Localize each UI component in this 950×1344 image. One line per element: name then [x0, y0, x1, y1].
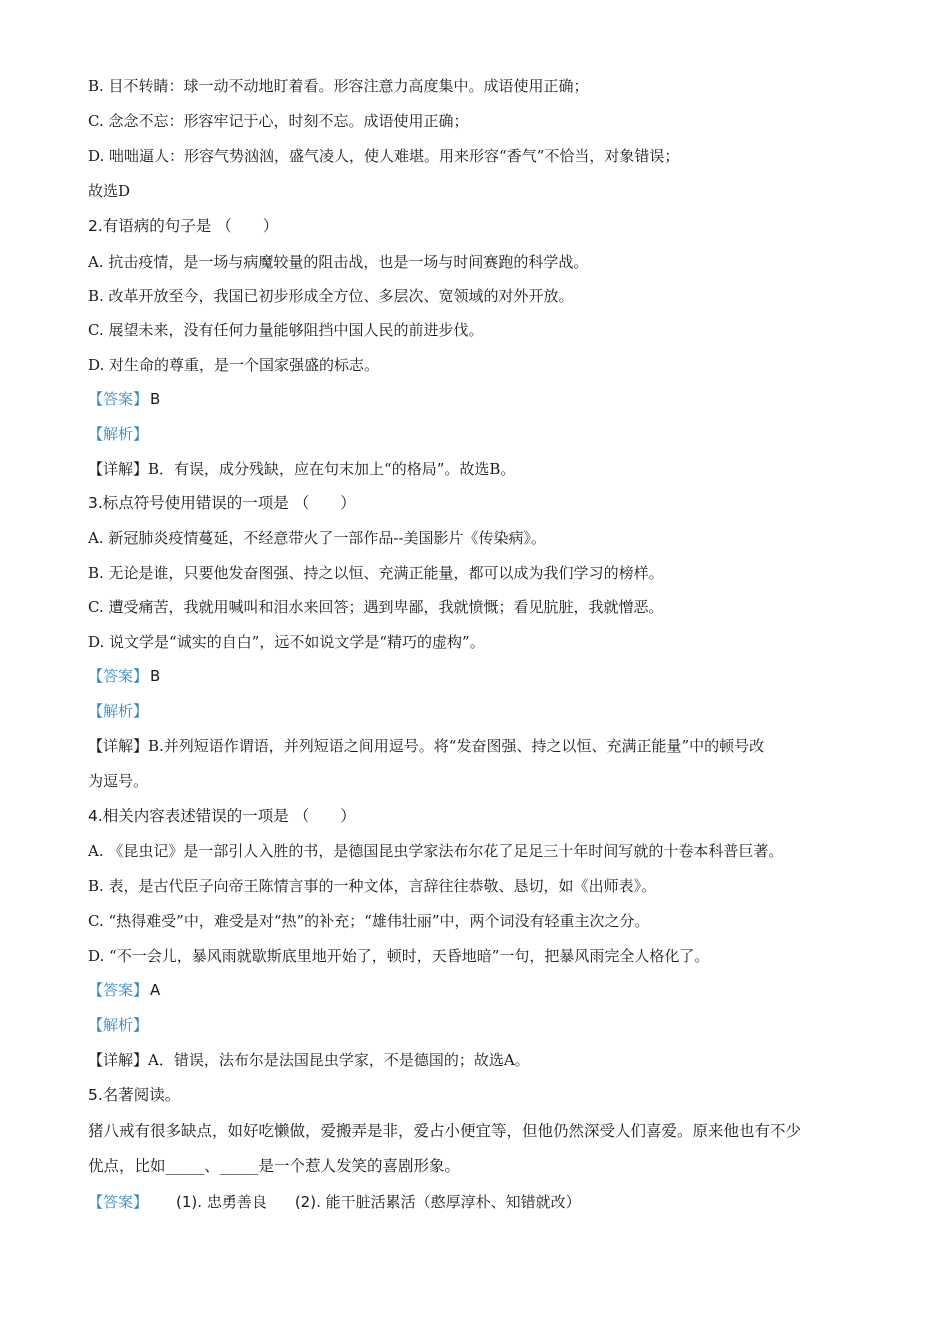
- answer-1-text: 忠勇善良: [206, 1193, 267, 1211]
- q3-detail-continued: 为逗号。: [88, 772, 149, 790]
- answer-2-number: (2).: [294, 1193, 321, 1211]
- q2-answer: [88, 389, 870, 409]
- prev-option-d: D. 咄咄逼人：形容气势汹汹，盛气凌人，使人难堪。用来形容“香气”不恰当，对象错误；: [88, 147, 680, 165]
- q4-option-b: B. 表，是古代臣子向帝王陈情言事的一种文体，言辞往往恭敬、恳切，如《出师表》。: [88, 877, 657, 895]
- answer-tag: 【答案】: [88, 1193, 149, 1211]
- q3-answer: [88, 666, 870, 686]
- question-3-stem: [88, 493, 870, 513]
- question-number: 2.: [88, 217, 103, 235]
- question-text: 标点符号使用错误的一项是 （ ）: [102, 494, 356, 512]
- answer-value: B: [150, 390, 161, 408]
- detail-tag: 【详解】: [88, 737, 149, 755]
- q3-option-c: C. 遭受痛苦，我就用喊叫和泪水来回答；遇到卑鄙，我就愤慨；看见肮脏，我就憎恶。: [88, 598, 664, 616]
- q4-answer: [88, 980, 870, 1000]
- q2-analysis: [88, 424, 870, 444]
- answer-value: B: [150, 667, 161, 685]
- detail-tag: 【详解】: [88, 460, 149, 478]
- question-number: 5.: [88, 1086, 103, 1104]
- detail-tag: 【详解】: [88, 1051, 149, 1069]
- analysis-tag: 【解析】: [88, 702, 149, 720]
- answer-2-text: 能干脏活累活（憨厚淳朴、知错就改）: [325, 1193, 581, 1211]
- answer-tag: 【答案】: [88, 390, 149, 408]
- analysis-tag: 【解析】: [88, 425, 149, 443]
- prev-conclusion: 故选D: [88, 182, 131, 200]
- q4-option-a: A. 《昆虫记》是一部引人入胜的书，是德国昆虫学家法布尔花了足足三十年时间写就的十卷本科普巨著。: [88, 842, 784, 860]
- q2-option-a: A. 抗击疫情，是一场与病魔较量的阻击战，也是一场与时间赛跑的科学战。: [88, 253, 589, 271]
- detail-text: A．错误，法布尔是法国昆虫学家，不是德国的；故选A。: [148, 1051, 530, 1069]
- question-number: 3.: [88, 494, 103, 512]
- q3-detail: [88, 736, 870, 756]
- q4-detail: [88, 1050, 870, 1070]
- q2-option-b: B. 改革开放至今，我国已初步形成全方位、多层次、宽领域的对外开放。: [88, 287, 574, 305]
- question-text: 相关内容表述错误的一项是 （ ）: [102, 807, 356, 825]
- answer-1-number: (1).: [176, 1193, 203, 1211]
- answer-tag: 【答案】: [88, 667, 149, 685]
- q4-option-c: C. “热得难受”中，难受是对“热”的补充；“雄伟壮丽”中，两个词没有轻重主次之分。: [88, 912, 650, 930]
- q2-option-d: D. 对生命的尊重，是一个国家强盛的标志。: [88, 356, 380, 374]
- answer-tag: 【答案】: [88, 981, 149, 999]
- answer-value: A: [150, 981, 161, 999]
- question-text: 名著阅读。: [102, 1086, 181, 1104]
- prev-option-c: C. 念念不忘：形容牢记于心，时刻不忘。成语使用正确；: [88, 112, 469, 130]
- q5-answer: [88, 1192, 870, 1212]
- question-4-stem: [88, 806, 870, 826]
- q5-passage-line-2: 优点，比如_____、_____是一个惹人发笑的喜剧形象。: [88, 1157, 461, 1175]
- q3-analysis: [88, 701, 870, 721]
- prev-option-b: B. 目不转睛：球一动不动地盯着看。形容注意力高度集中。成语使用正确；: [88, 77, 589, 95]
- q3-option-a: A. 新冠肺炎疫情蔓延，不经意带火了一部作品--美国影片《传染病》。: [88, 529, 547, 547]
- question-number: 4.: [88, 807, 103, 825]
- q2-detail: [88, 459, 870, 479]
- q2-option-c: C. 展望未来，没有任何力量能够阻挡中国人民的前进步伐。: [88, 321, 484, 339]
- q4-analysis: [88, 1015, 870, 1035]
- question-5-stem: [88, 1085, 870, 1105]
- question-text: 有语病的句子是 （ ）: [102, 217, 279, 235]
- q4-option-d: D. “不一会儿，暴风雨就歇斯底里地开始了，顿时，天昏地暗”一句，把暴风雨完全人格化了。: [88, 947, 710, 965]
- detail-text: B．有误，成分残缺，应在句末加上“的格局”。故选B。: [148, 460, 516, 478]
- q3-option-b: B. 无论是谁，只要他发奋图强、持之以恒、充满正能量，都可以成为我们学习的榜样。: [88, 564, 664, 582]
- q5-passage-line-1: 猪八戒有很多缺点，如好吃懒做，爱搬弄是非，爱占小便宜等，但他仍然深受人们喜爱。原来他也有不少: [88, 1122, 802, 1140]
- q3-option-d: D. 说文学是“诚实的自白”，远不如说文学是“精巧的虚构”。: [88, 633, 485, 651]
- question-2-stem: [88, 216, 870, 236]
- analysis-tag: 【解析】: [88, 1016, 149, 1034]
- detail-text: B.并列短语作谓语，并列短语之间用逗号。将“发奋图强、持之以恒、充满正能量”中的顿号改: [148, 737, 765, 755]
